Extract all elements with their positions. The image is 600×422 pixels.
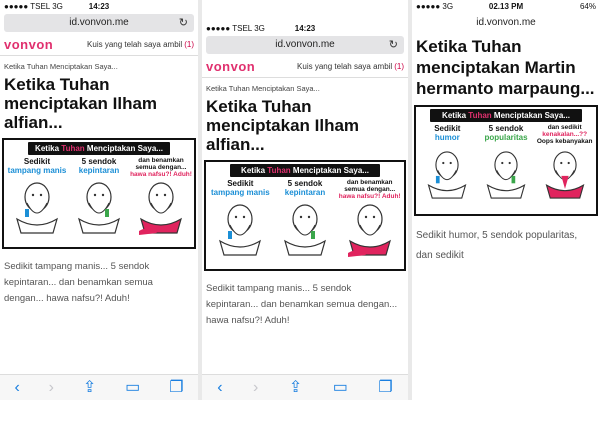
quiz-taken-label: Kuis yang telah saya ambil [297,62,393,71]
bookmarks-icon[interactable]: ▭ [125,378,141,396]
url-bar[interactable] [4,14,194,32]
comic-caption-top: 5 sendok [287,179,323,188]
result-comic [204,160,406,271]
comic-panel-1 [208,179,273,267]
share-icon[interactable]: ⇪ [288,378,303,396]
comic-panel-3 [337,179,402,267]
quiz-taken-count: (1) [394,62,404,71]
reload-icon[interactable]: ↻ [178,17,188,29]
quiz-taken-label: Kuis yang telah saya ambil [87,40,183,49]
comic-panel-1 [6,157,68,245]
carrier-label: TSEL [232,24,252,33]
breadcrumb: Ketika Tuhan Menciptakan Saya... [206,84,320,93]
tabs-icon[interactable]: ❐ [169,378,184,396]
page-title: Ketika Tuhan menciptakan Ilham alfian... [4,75,158,132]
comic-caption-top: Sedikit [23,157,51,166]
god-figure-illustration [214,201,266,259]
clock: 14:23 [88,2,110,11]
comic-caption-top: dan sedikit [547,124,582,131]
comic-header: Ketika Tuhan Menciptakan Saya... [430,109,582,122]
god-figure-illustration [11,179,63,237]
screenshot-panel-3 [412,0,600,400]
comic-caption-bottom: hawa nafsu?! Aduh! [338,193,401,200]
signal-icon: ●●●●● [416,2,441,11]
back-icon[interactable]: ‹ [217,378,223,396]
result-description: Sedikit humor, 5 sendok popularitas, dan sedikit [416,230,578,261]
status-bar [202,22,408,35]
result-description: Sedikit tampang manis... 5 sendok kepintaran... dan benamkan semua dengan... hawa nafsu?! Aduh! [4,261,153,304]
breadcrumb: Ketika Tuhan Menciptakan Saya... [4,62,118,71]
page-title: Ketika Tuhan menciptakan Ilham alfian... [206,97,360,154]
comic-caption-top: dan benamkan semua dengan... [344,179,396,193]
screenshot-panel-2 [202,22,408,422]
comic-panel-2 [477,124,536,212]
comic-caption-bottom: tampang manis [210,188,270,197]
comic-caption-top: 5 sendok [81,157,117,166]
comic-caption-bottom: kepintaran [284,188,326,197]
result-comic [414,105,598,216]
god-figure-illustration [541,146,589,204]
god-figure-illustration [73,179,125,237]
comic-caption-bottom: popularitas [484,133,528,142]
comic-header: Ketika Tuhan Menciptakan Saya... [28,142,170,155]
status-bar [412,0,600,13]
battery-indicator: 64% [579,2,596,11]
vonvon-logo[interactable]: vonvon [4,37,54,52]
comic-caption-bottom: humor [434,133,460,142]
url-bar[interactable] [416,14,596,32]
comic-panel-3 [130,157,192,245]
comic-caption-top: 5 sendok [488,124,524,133]
network-label: 3G [254,24,265,33]
carrier-label: TSEL [30,2,50,11]
comic-caption-bottom: hawa nafsu?! Aduh! [130,171,192,178]
url-text: id.vonvon.me [275,39,335,50]
comic-caption-bottom: tampang manis [7,166,67,175]
share-icon[interactable]: ⇪ [82,378,97,396]
god-figure-illustration [135,179,187,237]
screenshot-panel-1 [0,0,198,400]
result-comic [2,138,196,249]
god-figure-illustration [482,146,530,204]
quiz-taken-link[interactable] [297,62,404,71]
url-text: id.vonvon.me [69,17,129,28]
god-figure-illustration [423,146,471,204]
browser-toolbar [202,374,408,400]
network-label: 3G [52,2,63,11]
status-bar [0,0,198,13]
forward-icon[interactable]: › [253,378,259,396]
comic-caption-top: Sedikit [434,124,461,133]
quiz-taken-count: (1) [184,40,194,49]
url-bar[interactable] [206,36,404,54]
comic-caption-bottom: kepintaran [78,166,120,175]
back-icon[interactable]: ‹ [14,378,20,396]
clock: 02.13 PM [488,2,524,11]
forward-icon[interactable]: › [48,378,54,396]
vonvon-logo[interactable]: vonvon [206,59,256,74]
page-title: Ketika Tuhan menciptakan Martin hermanto marpaung... [416,37,595,98]
god-figure-illustration [279,201,331,259]
comic-caption-middle: kenakalan...?? [542,131,588,138]
god-figure-illustration [344,201,396,259]
reload-icon[interactable]: ↻ [388,39,398,51]
result-description: Sedikit tampang manis... 5 sendok kepintaran... dan benamkan semua dengan... hawa nafsu?! Aduh! [206,283,398,326]
tabs-icon[interactable]: ❐ [378,378,393,396]
comic-caption-top: dan benamkan semua dengan... [135,157,187,171]
comic-caption-top: Sedikit [227,179,254,188]
comic-caption-bottom: Oops kebanyakan [536,138,593,145]
quiz-taken-link[interactable] [87,40,194,49]
comic-panel-1 [418,124,477,212]
clock: 14:23 [294,24,316,33]
comic-header: Ketika Tuhan Menciptakan Saya... [230,164,380,177]
comic-panel-2 [273,179,338,267]
signal-icon: ●●●●● [206,24,231,33]
url-text: id.vonvon.me [476,17,536,28]
comic-panel-3 [535,124,594,212]
network-label: 3G [442,2,454,11]
comic-panel-2 [68,157,130,245]
site-header [0,34,198,56]
signal-icon: ●●●●● [4,2,29,11]
browser-toolbar [0,374,198,400]
bookmarks-icon[interactable]: ▭ [332,378,348,396]
site-header [202,56,408,78]
